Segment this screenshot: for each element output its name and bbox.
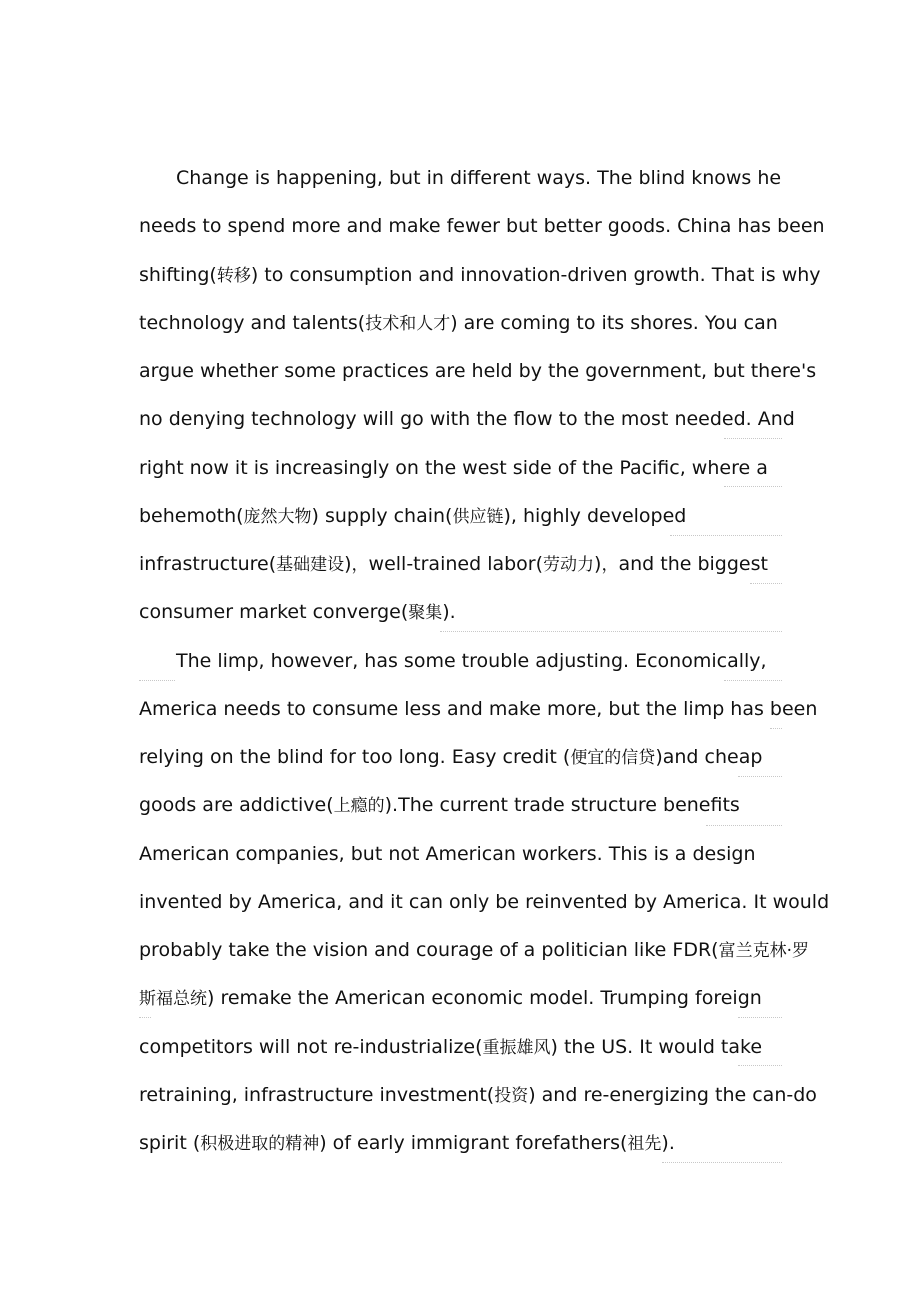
dotted-trail-decoration bbox=[440, 631, 782, 632]
paragraph-2-line: American companies, but not American workers. This is a design bbox=[139, 842, 756, 865]
dotted-trail-decoration bbox=[139, 1017, 151, 1018]
paragraph-1-line: no denying technology will go with the flow to the most needed. And bbox=[139, 408, 795, 431]
paragraph-1-line: infrastructure(基础建设)，well-trained labor(劳动力)，and the biggest bbox=[139, 553, 768, 575]
dotted-trail-decoration bbox=[139, 680, 175, 681]
document-body bbox=[139, 154, 830, 1167]
dotted-trail-decoration bbox=[750, 583, 782, 584]
paragraph-2-line: The limp, however, has some trouble adjusting. Economically, bbox=[176, 649, 767, 672]
paragraph-1-line: behemoth(庞然大物) supply chain(供应链), highly developed bbox=[139, 504, 687, 527]
paragraph-2-line: 斯福总统) remake the American economic model. Trumping foreign bbox=[139, 987, 762, 1010]
dotted-trail-decoration bbox=[662, 1162, 782, 1163]
paragraph-2-line: retraining, infrastructure investment(投资) and re-energizing the can-do bbox=[139, 1083, 817, 1106]
dotted-trail-decoration bbox=[738, 1065, 782, 1066]
paragraph-2-line: relying on the blind for too long. Easy credit (便宜的信贷)and cheap bbox=[139, 746, 763, 768]
paragraph-1-line: Change is happening, but in different ways. The blind knows he bbox=[176, 167, 782, 189]
paragraph-2-line: spirit (积极进取的精神) of early immigrant forefathers(祖先). bbox=[139, 1132, 675, 1154]
paragraph-1-line: needs to spend more and make fewer but better goods. China has been bbox=[139, 215, 825, 238]
paragraph-2-line: invented by America, and it can only be reinvented by America. It would bbox=[139, 890, 830, 913]
dotted-trail-decoration bbox=[738, 1017, 782, 1018]
paragraph-1-line: consumer market converge(聚集). bbox=[139, 601, 456, 624]
paragraph-2-line: probably take the vision and courage of a politician like FDR(富兰克林·罗 bbox=[139, 939, 809, 961]
paragraph-2-line: competitors will not re-industrialize(重振雄风) the US. It would take bbox=[139, 1035, 763, 1058]
paragraph-1-line: shifting(转移) to consumption and innovation-driven growth. That is why bbox=[139, 263, 821, 286]
dotted-trail-decoration bbox=[724, 680, 782, 681]
paragraph-1-line: technology and talents(技术和人才) are coming to its shores. You can bbox=[139, 311, 778, 334]
dotted-trail-decoration bbox=[670, 535, 782, 536]
dotted-trail-decoration bbox=[724, 486, 782, 487]
dotted-trail-decoration bbox=[770, 728, 782, 729]
paragraph-1-line: right now it is increasingly on the west side of the Pacific, where a bbox=[139, 456, 768, 479]
paragraph-1-line: argue whether some practices are held by the government, but there's bbox=[139, 360, 817, 382]
dotted-trail-decoration bbox=[724, 438, 782, 439]
paragraph-2-line: America needs to consume less and make more, but the limp has been bbox=[139, 697, 818, 720]
dotted-trail-decoration bbox=[738, 776, 782, 777]
dotted-trail-decoration bbox=[706, 825, 782, 826]
paragraph-2-line: goods are addictive(上瘾的).The current trade structure benefits bbox=[139, 794, 740, 817]
